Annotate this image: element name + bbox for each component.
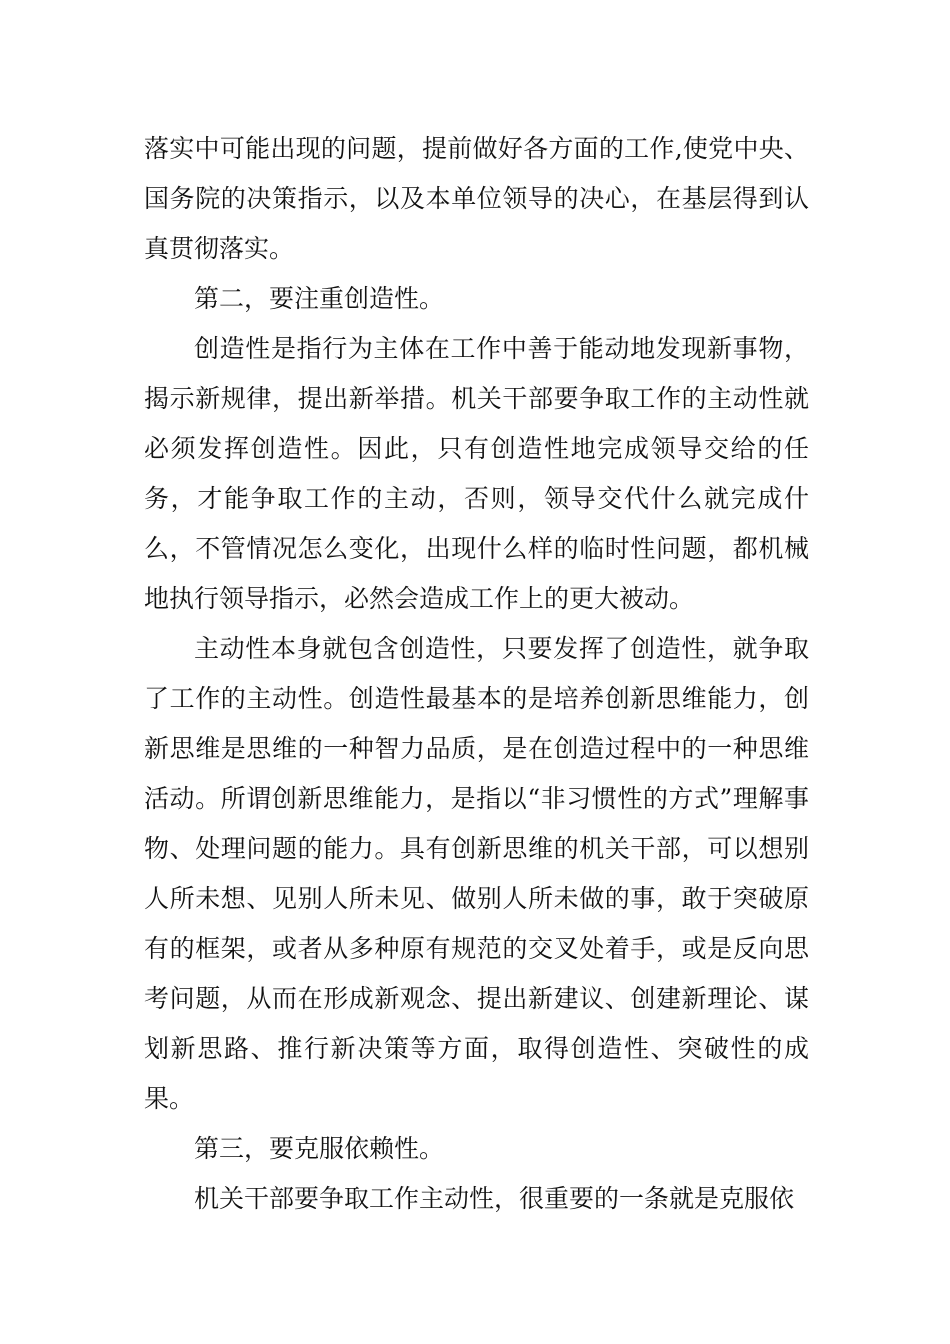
paragraph-overcome-dependence: 机关干部要争取工作主动性，很重要的一条就是克服依	[194, 1184, 795, 1213]
paragraph-continuation: 落实中可能出现的问题，提前做好各方面的工作,使党中央、国务院的决策指示，以及本单位领导的决心，在基层得到认真贯彻落实。	[144, 134, 809, 263]
document-page	[144, 124, 809, 1224]
paragraph-creativity-definition: 创造性是指行为主体在工作中善于能动地发现新事物，揭示新规律，提出新举措。机关干部要争取工作的主动性就必须发挥创造性。因此，只有创造性地完成领导交给的任务，才能争取工作的主动，否则，领导交代什么就完成什么，不管情况怎么变化，出现什么样的临时性问题，都机械地执行领导指示，必然会造成工作上的更大被动。	[144, 334, 809, 613]
section-heading-third: 第三，要克服依赖性。	[194, 1134, 445, 1163]
section-heading-second: 第二，要注重创造性。	[194, 284, 445, 313]
paragraph-creative-thinking: 主动性本身就包含创造性，只要发挥了创造性，就争取了工作的主动性。创造性最基本的是培养创新思维能力，创新思维是思维的一种智力品质，是在创造过程中的一种思维活动。所谓创新思维能力，是指以“非习惯性的方式”理解事物、处理问题的能力。具有创新思维的机关干部，可以想别人所未想、见别人所未见、做别人所未做的事，敢于突破原有的框架，或者从多种原有规范的交叉处着手，或是反向思考问题，从而在形成新观念、提出新建议、创建新理论、谋划新思路、推行新决策等方面，取得创造性、突破性的成果。	[144, 634, 809, 1113]
